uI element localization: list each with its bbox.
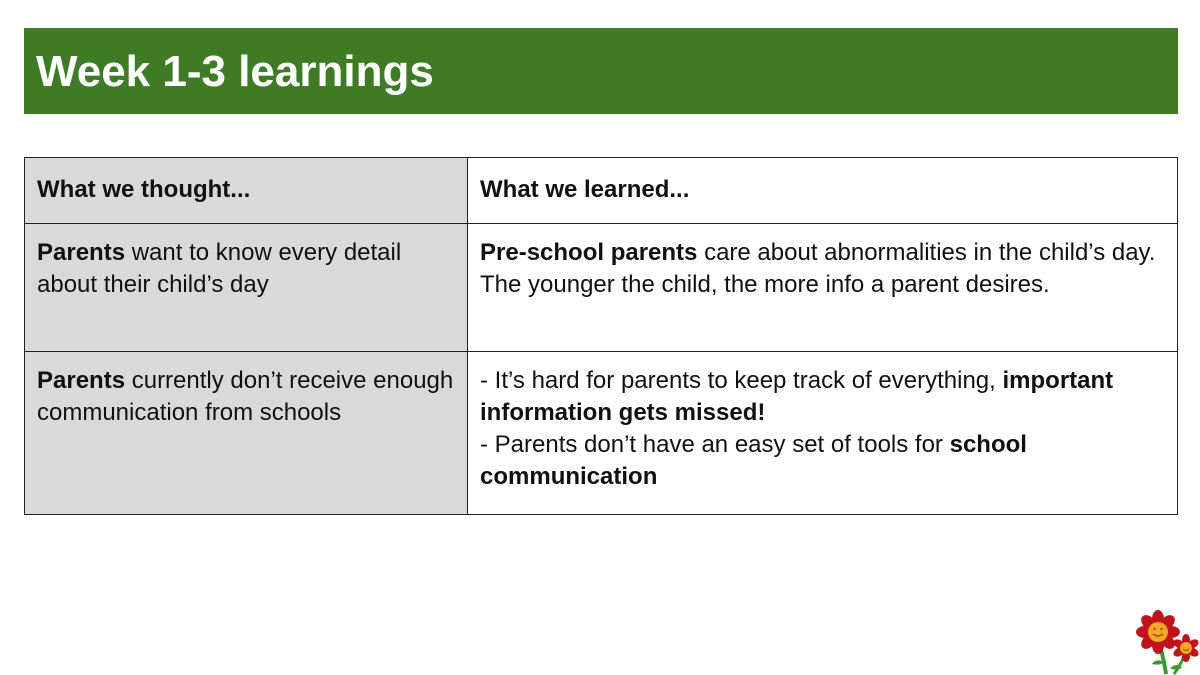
header-thought: What we thought... xyxy=(25,158,468,224)
slide-title: Week 1-3 learnings xyxy=(36,47,434,96)
learned-bold: school communication xyxy=(480,431,1027,490)
learned-bold: important information gets missed! xyxy=(480,367,1114,426)
learned-text: - It’s hard for parents to keep track of everything, xyxy=(480,367,1003,394)
thought-cell xyxy=(25,224,468,352)
learned-cell xyxy=(468,352,1178,515)
title-bar xyxy=(24,28,1178,114)
learned-text: - Parents don’t have an easy set of tools for xyxy=(480,431,950,458)
header-learned: What we learned... xyxy=(468,158,1178,224)
thought-bold: Parents xyxy=(37,239,126,266)
table-header-row xyxy=(25,158,1178,224)
table-row xyxy=(25,224,1178,352)
table-row xyxy=(25,352,1178,515)
learned-text: care about abnormalities in the child’s day. The younger the child, the more info a parent desires. xyxy=(480,239,1156,298)
thought-text: currently don’t receive enough communication from schools xyxy=(37,367,454,426)
learned-point xyxy=(480,429,1165,493)
learned-point xyxy=(480,365,1165,429)
learned-bold: Pre-school parents xyxy=(480,239,698,266)
flower-logo-icon xyxy=(1130,608,1200,675)
learned-cell xyxy=(468,224,1178,352)
thought-bold: Parents xyxy=(37,367,126,394)
thought-cell xyxy=(25,352,468,515)
learnings-table xyxy=(24,157,1178,515)
thought-text: want to know every detail about their child’s day xyxy=(37,239,402,298)
